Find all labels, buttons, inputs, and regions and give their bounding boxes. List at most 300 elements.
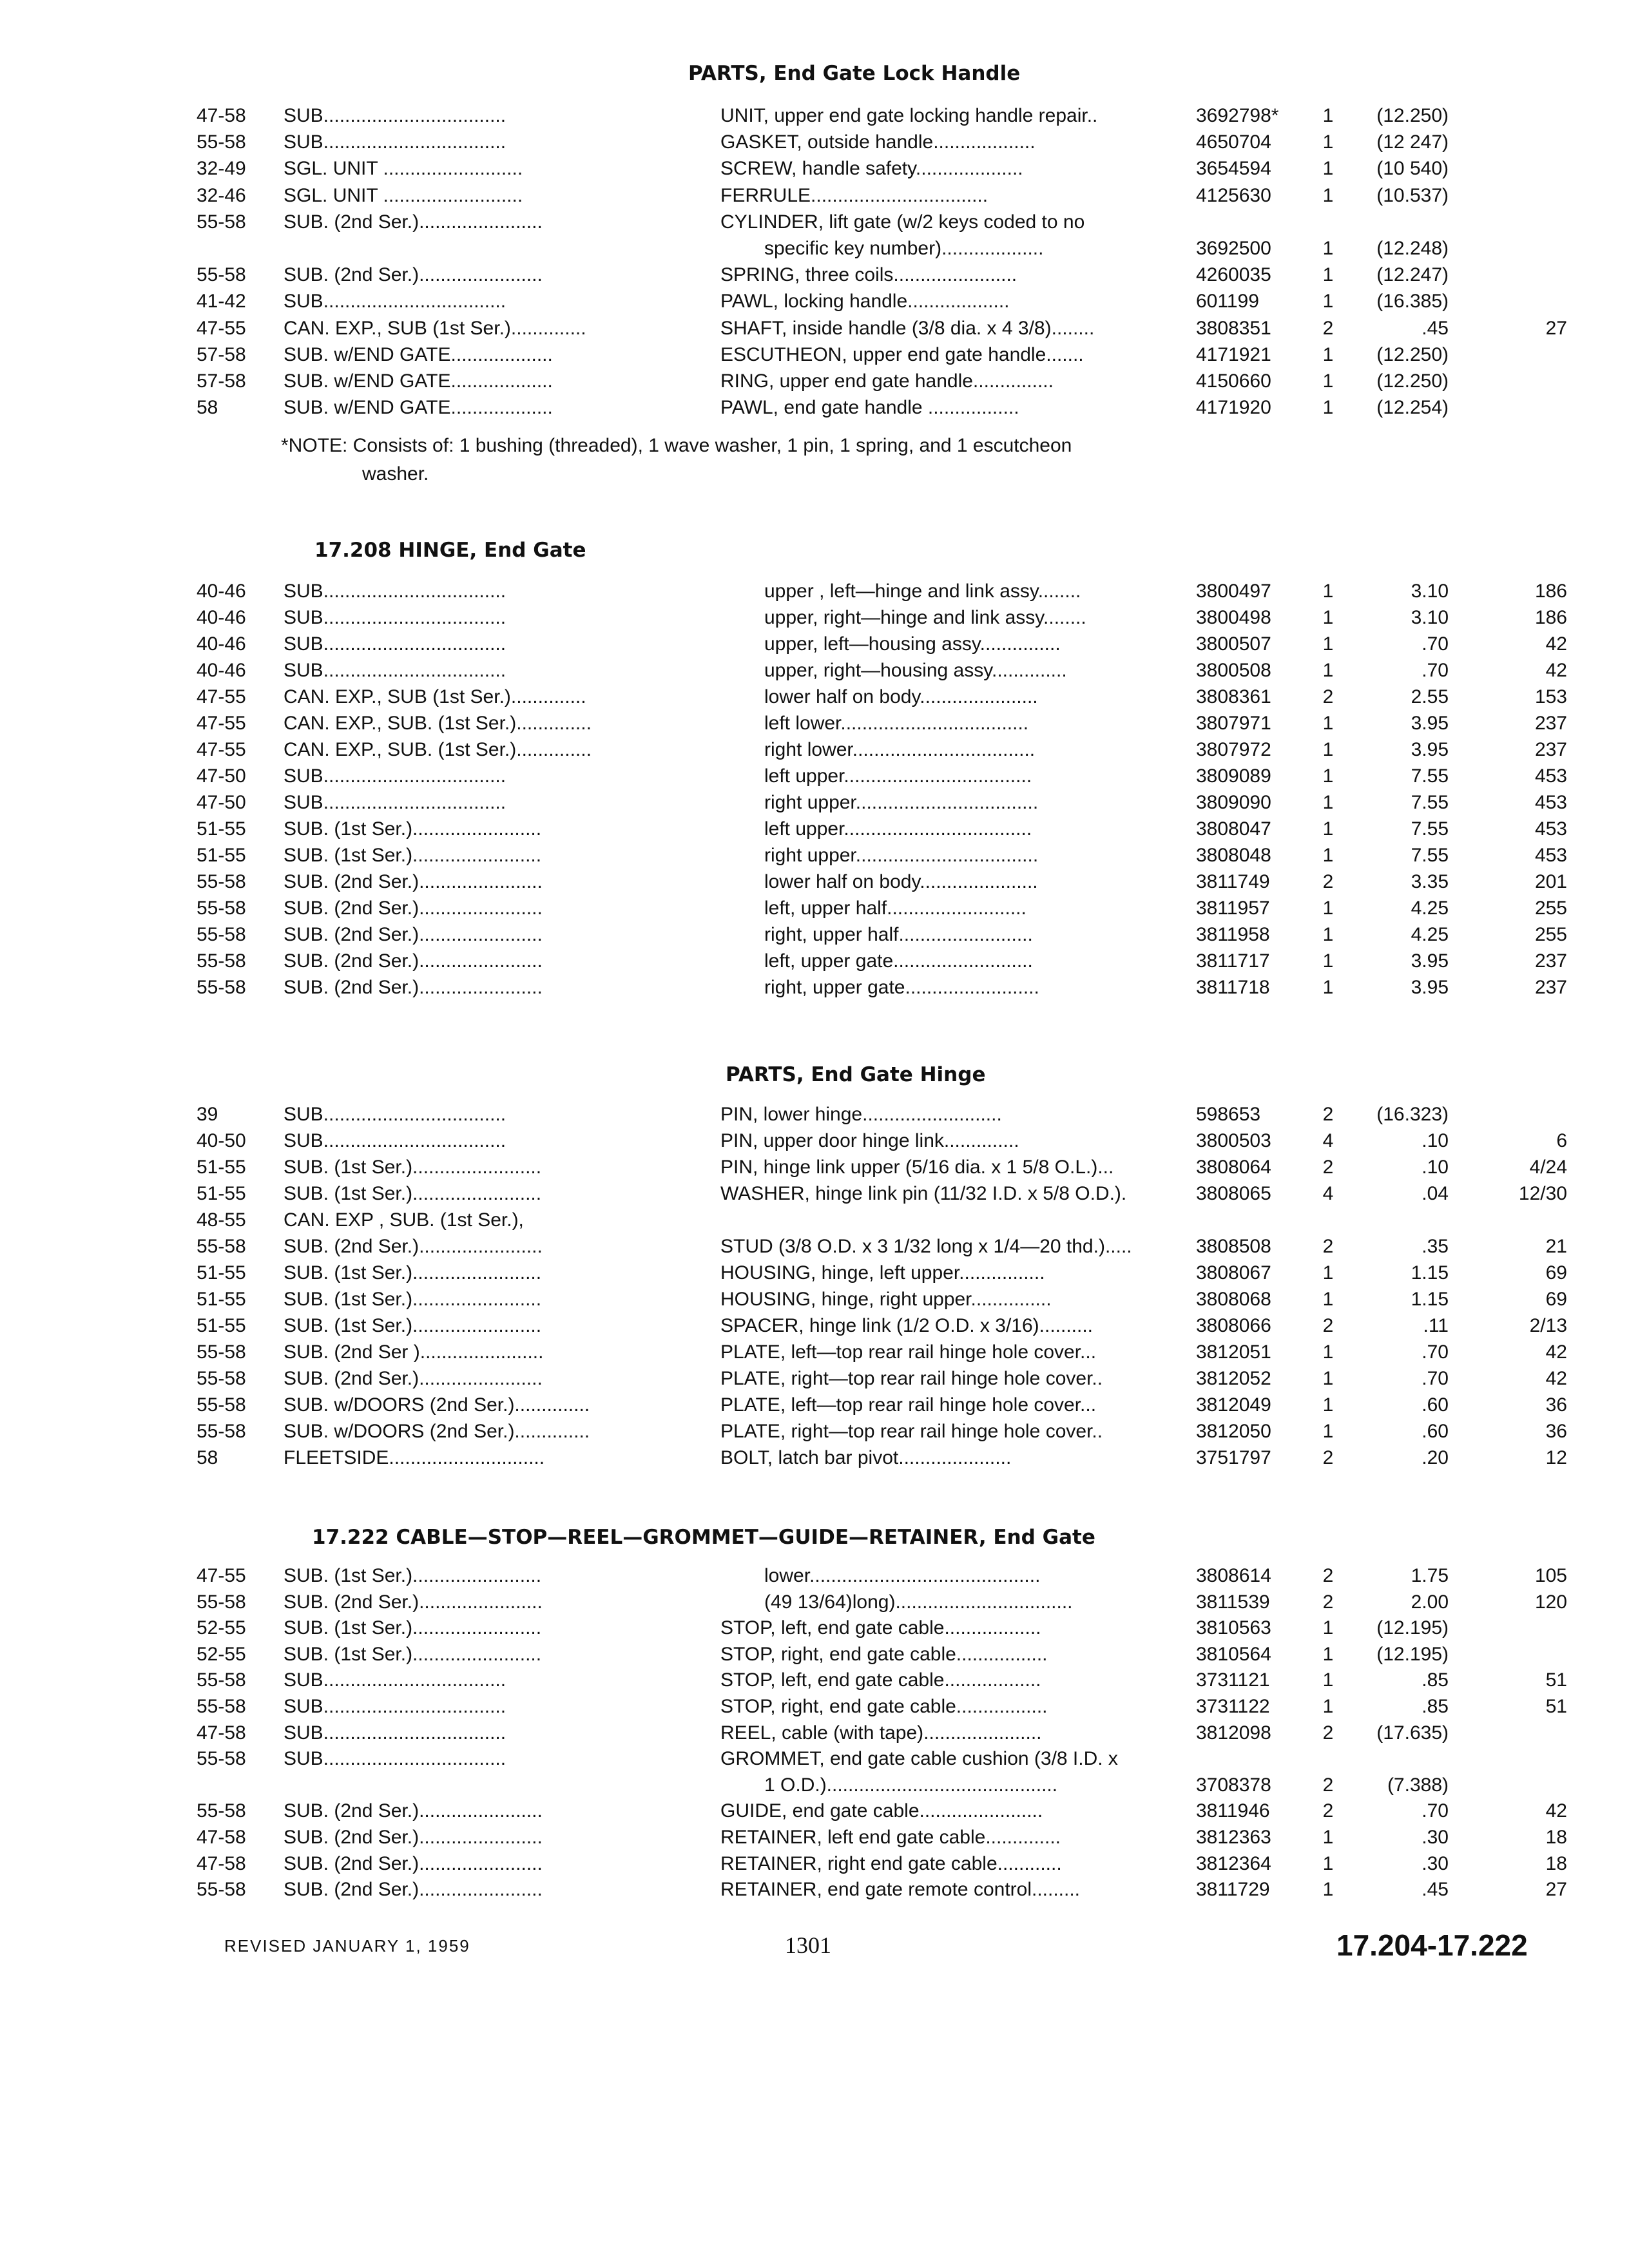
quantity: 1 <box>1322 1394 1334 1416</box>
part-number: 3812052 <box>1196 1368 1271 1389</box>
table-row <box>0 975 1629 1001</box>
part-description: PLATE, right—top rear rail hinge hole cover.. <box>720 1421 1103 1442</box>
part-description: UNIT, upper end gate locking handle repair.. <box>720 105 1098 126</box>
quantity: 1 <box>1322 765 1334 787</box>
part-description: PIN, lower hinge.......................... <box>720 1104 1002 1125</box>
unit-price: .70 <box>1422 1368 1449 1389</box>
table-row <box>0 922 1629 948</box>
model-years: 48-55 <box>197 1209 246 1231</box>
table-row <box>0 1207 1629 1233</box>
table-row <box>0 103 1629 129</box>
extended-price: 255 <box>1534 924 1567 945</box>
table-row <box>0 1313 1629 1339</box>
part-description: right, upper gate......................... <box>764 977 1039 998</box>
part-description: SHAFT, inside handle (3/8 dia. x 4 3/8)........ <box>720 317 1095 339</box>
body-model: SUB.................................. <box>284 1722 506 1744</box>
quantity: 1 <box>1322 131 1334 153</box>
extended-price: 6 <box>1556 1130 1567 1151</box>
body-model: SUB.................................. <box>284 581 506 602</box>
table-row <box>0 1825 1629 1850</box>
part-description: HOUSING, hinge, right upper............... <box>720 1289 1052 1310</box>
unit-price: 7.55 <box>1411 792 1449 813</box>
part-description: SCREW, handle safety.................... <box>720 158 1023 180</box>
unit-price: (16.323) <box>1376 1104 1449 1125</box>
body-model: SUB. (2nd Ser.)....................... <box>284 1591 543 1613</box>
body-model: SUB. (1st Ser.)........................ <box>284 1183 542 1204</box>
model-years: 51-55 <box>197 1183 246 1204</box>
unit-price: (16.385) <box>1376 291 1449 312</box>
unit-price: 1.15 <box>1411 1262 1449 1283</box>
extended-price: 105 <box>1534 1565 1567 1586</box>
table-row <box>0 262 1629 288</box>
body-model: SUB. (2nd Ser.)....................... <box>284 1236 543 1257</box>
table-row <box>0 1720 1629 1746</box>
body-model: SUB.................................. <box>284 1696 506 1717</box>
section-range: 17.204-17.222 <box>1336 1928 1528 1962</box>
body-model: SUB. (2nd Ser.)....................... <box>284 1368 543 1389</box>
part-description: PIN, upper door hinge link.............. <box>720 1130 1019 1151</box>
part-description: right upper.................................. <box>764 792 1039 813</box>
unit-price: .70 <box>1422 633 1449 655</box>
unit-price: (12.250) <box>1376 343 1449 365</box>
part-description: PAWL, end gate handle ................. <box>720 397 1019 419</box>
table-row <box>0 1260 1629 1286</box>
extended-price: 18 <box>1545 1827 1567 1848</box>
table-row <box>0 790 1629 816</box>
model-years: 55-58 <box>197 1236 246 1257</box>
part-description: left upper................................... <box>764 765 1032 787</box>
part-number: 3812051 <box>1196 1341 1271 1363</box>
part-number: 3808064 <box>1196 1157 1271 1178</box>
part-description: PLATE, right—top rear rail hinge hole cover.. <box>720 1368 1103 1389</box>
quantity: 1 <box>1322 1262 1334 1283</box>
table-row <box>0 1102 1629 1128</box>
body-model: SUB.................................. <box>284 1104 506 1125</box>
model-years: 55-58 <box>197 977 246 998</box>
quantity: 2 <box>1322 1800 1334 1822</box>
part-number: 3731122 <box>1196 1696 1270 1717</box>
table-row <box>0 631 1629 657</box>
extended-price: 18 <box>1545 1852 1567 1874</box>
body-model: SUB. (1st Ser.)........................ <box>284 818 542 840</box>
unit-price: 2.00 <box>1411 1591 1449 1613</box>
part-number: 3811718 <box>1196 977 1270 998</box>
body-model: SUB.................................. <box>284 1130 506 1151</box>
model-years: 51-55 <box>197 1289 246 1310</box>
quantity: 1 <box>1322 607 1334 628</box>
model-years: 55-58 <box>197 1591 246 1613</box>
table-row <box>0 711 1629 736</box>
model-years: 55-58 <box>197 1696 246 1717</box>
part-number: 3812363 <box>1196 1827 1271 1848</box>
quantity: 2 <box>1322 1565 1334 1586</box>
quantity: 1 <box>1322 1643 1334 1665</box>
table-row <box>0 130 1629 155</box>
part-description: CYLINDER, lift gate (w/2 keys coded to no <box>720 211 1085 233</box>
body-model: SUB. (1st Ser.)........................ <box>284 1315 542 1336</box>
extended-price: 255 <box>1534 898 1567 919</box>
model-years: 55-58 <box>197 1421 246 1442</box>
body-model: SUB. w/END GATE................... <box>284 397 553 419</box>
unit-price: (10 540) <box>1376 158 1449 180</box>
quantity: 1 <box>1322 633 1334 655</box>
quantity: 1 <box>1322 845 1334 866</box>
table-row <box>0 1287 1629 1312</box>
model-years: 40-46 <box>197 607 246 628</box>
unit-price: 3.95 <box>1411 713 1449 734</box>
model-years: 51-55 <box>197 1157 246 1178</box>
model-years: 55-58 <box>197 264 246 286</box>
model-years: 55-58 <box>197 1368 246 1389</box>
body-model: SGL. UNIT .......................... <box>284 158 523 180</box>
model-years: 40-50 <box>197 1130 246 1151</box>
part-description: 1 O.D.)........................................... <box>764 1774 1058 1796</box>
part-description: left, upper half.......................... <box>764 898 1027 919</box>
table-row <box>0 156 1629 182</box>
part-description: right lower.................................. <box>764 739 1036 760</box>
body-model: SUB. (2nd Ser.)....................... <box>284 1852 543 1874</box>
part-number: 3811946 <box>1196 1800 1270 1822</box>
part-description: FERRULE................................. <box>720 184 988 206</box>
unit-price: 4.25 <box>1411 898 1449 919</box>
unit-price: (10.537) <box>1376 184 1449 206</box>
part-description: lower half on body...................... <box>764 871 1038 892</box>
model-years: 47-55 <box>197 686 246 707</box>
part-number: 3812050 <box>1196 1421 1271 1442</box>
part-number: 3808614 <box>1196 1565 1271 1586</box>
quantity: 1 <box>1322 977 1334 998</box>
model-years: 47-55 <box>197 1565 246 1586</box>
table-row <box>0 395 1629 421</box>
body-model: SUB. w/DOORS (2nd Ser.).............. <box>284 1394 590 1416</box>
table-row <box>0 1181 1629 1207</box>
model-years: 32-49 <box>197 158 246 180</box>
part-number: 3809090 <box>1196 792 1271 813</box>
unit-price: (12.195) <box>1376 1643 1449 1665</box>
table-row <box>0 1642 1629 1667</box>
part-description: REEL, cable (with tape)...................... <box>720 1722 1042 1744</box>
quantity: 1 <box>1322 1879 1334 1901</box>
body-model: SUB. (2nd Ser.)....................... <box>284 977 543 998</box>
part-number: 3811957 <box>1196 898 1270 919</box>
part-description: specific key number)................... <box>764 238 1044 259</box>
quantity: 1 <box>1322 581 1334 602</box>
part-description: upper, left—housing assy............... <box>764 633 1061 655</box>
extended-price: 21 <box>1545 1236 1567 1257</box>
quantity: 4 <box>1322 1130 1334 1151</box>
table-row <box>0 1877 1629 1903</box>
table-row <box>0 816 1629 842</box>
part-number: 3812049 <box>1196 1394 1271 1416</box>
quantity: 2 <box>1322 1104 1334 1125</box>
quantity: 2 <box>1322 1774 1334 1796</box>
part-number: 3811749 <box>1196 871 1270 892</box>
quantity: 2 <box>1322 317 1334 339</box>
body-model: CAN. EXP., SUB. (1st Ser.).............. <box>284 739 592 760</box>
model-years: 47-55 <box>197 739 246 760</box>
table-row <box>0 684 1629 710</box>
quantity: 2 <box>1322 1722 1334 1744</box>
unit-price: 7.55 <box>1411 845 1449 866</box>
part-number: 3808066 <box>1196 1315 1271 1336</box>
table-row <box>0 209 1629 235</box>
part-number: 3812364 <box>1196 1852 1271 1874</box>
model-years: 55-58 <box>197 871 246 892</box>
unit-price: 3.95 <box>1411 977 1449 998</box>
unit-price: (7.388) <box>1387 1774 1449 1796</box>
model-years: 55-58 <box>197 1748 246 1770</box>
body-model: SGL. UNIT .......................... <box>284 184 523 206</box>
table-row <box>0 1340 1629 1365</box>
extended-price: 42 <box>1545 1368 1567 1389</box>
part-number: 3800503 <box>1196 1130 1271 1151</box>
quantity: 1 <box>1322 660 1334 681</box>
body-model: SUB.................................. <box>284 765 506 787</box>
model-years: 55-58 <box>197 211 246 233</box>
unit-price: .60 <box>1422 1394 1449 1416</box>
part-number: 3800498 <box>1196 607 1271 628</box>
unit-price: .70 <box>1422 1800 1449 1822</box>
quantity: 4 <box>1322 1183 1334 1204</box>
table-row <box>0 1366 1629 1392</box>
unit-price: 7.55 <box>1411 818 1449 840</box>
part-description: WASHER, hinge link pin (11/32 I.D. x 5/8 O.D.). <box>720 1183 1127 1204</box>
body-model: SUB.................................. <box>284 633 506 655</box>
quantity: 1 <box>1322 397 1334 419</box>
quantity: 2 <box>1322 1447 1334 1468</box>
body-model: SUB. (2nd Ser.)....................... <box>284 924 543 945</box>
quantity: 1 <box>1322 713 1334 734</box>
part-description: left upper................................... <box>764 818 1032 840</box>
model-years: 47-58 <box>197 1852 246 1874</box>
table-row <box>0 896 1629 921</box>
part-description: ESCUTHEON, upper end gate handle....... <box>720 343 1084 365</box>
quantity: 1 <box>1322 238 1334 259</box>
unit-price: .45 <box>1422 1879 1449 1901</box>
unit-price: .11 <box>1423 1315 1449 1336</box>
body-model: SUB. w/END GATE................... <box>284 343 553 365</box>
table-row <box>0 605 1629 631</box>
part-description: STOP, left, end gate cable.................. <box>720 1617 1041 1639</box>
model-years: 55-58 <box>197 1669 246 1691</box>
model-years: 39 <box>197 1104 218 1125</box>
body-model: CAN. EXP , SUB. (1st Ser.), <box>284 1209 524 1231</box>
quantity: 1 <box>1322 924 1334 945</box>
part-description: PLATE, left—top rear rail hinge hole cover... <box>720 1341 1097 1363</box>
model-years: 47-55 <box>197 317 246 339</box>
extended-price: 42 <box>1545 1341 1567 1363</box>
body-model: SUB. (1st Ser.)........................ <box>284 1157 542 1178</box>
table-row <box>0 236 1629 262</box>
part-number: 3808048 <box>1196 845 1271 866</box>
section-heading-hinge-parts: PARTS, End Gate Hinge <box>726 1063 986 1086</box>
table-row <box>0 1746 1629 1772</box>
part-number: 3808508 <box>1196 1236 1271 1257</box>
unit-price: .45 <box>1422 317 1449 339</box>
extended-price: 2/13 <box>1529 1315 1567 1336</box>
body-model: CAN. EXP., SUB (1st Ser.).............. <box>284 317 586 339</box>
part-number: 4650704 <box>1196 131 1271 153</box>
table-row <box>0 948 1629 974</box>
extended-price: 153 <box>1534 686 1567 707</box>
extended-price: 36 <box>1545 1394 1567 1416</box>
part-number: 3808068 <box>1196 1289 1271 1310</box>
unit-price: .35 <box>1422 1236 1449 1257</box>
extended-price: 120 <box>1534 1591 1567 1613</box>
part-description: GASKET, outside handle................... <box>720 131 1036 153</box>
part-number: 3811729 <box>1196 1879 1270 1901</box>
part-description: RETAINER, left end gate cable.............. <box>720 1827 1061 1848</box>
quantity: 2 <box>1322 1591 1334 1613</box>
unit-price: .10 <box>1422 1130 1449 1151</box>
table-row <box>0 1563 1629 1589</box>
quantity: 2 <box>1322 1236 1334 1257</box>
part-description: PLATE, left—top rear rail hinge hole cover... <box>720 1394 1097 1416</box>
part-description: RING, upper end gate handle............... <box>720 370 1054 392</box>
part-number: 598653 <box>1196 1104 1261 1125</box>
part-description: upper, right—hinge and link assy........ <box>764 607 1086 628</box>
part-number: 3800507 <box>1196 633 1271 655</box>
table-row <box>0 1798 1629 1824</box>
extended-price: 42 <box>1545 660 1567 681</box>
extended-price: 36 <box>1545 1421 1567 1442</box>
unit-price: .60 <box>1422 1421 1449 1442</box>
part-number: 3808351 <box>1196 317 1271 339</box>
quantity: 2 <box>1322 1315 1334 1336</box>
model-years: 40-46 <box>197 581 246 602</box>
part-description: SPACER, hinge link (1/2 O.D. x 3/16).......... <box>720 1315 1093 1336</box>
body-model: FLEETSIDE............................. <box>284 1447 545 1468</box>
unit-price: (12.250) <box>1376 105 1449 126</box>
table-row <box>0 1590 1629 1615</box>
unit-price: 3.10 <box>1411 581 1449 602</box>
part-number: 601199 <box>1196 291 1259 312</box>
body-model: SUB.................................. <box>284 105 506 126</box>
quantity: 1 <box>1322 291 1334 312</box>
unit-price: 3.95 <box>1411 950 1449 972</box>
part-description: GROMMET, end gate cable cushion (3/8 I.D. x <box>720 1748 1118 1770</box>
model-years: 47-58 <box>197 1827 246 1848</box>
note-line: *NOTE: Consists of: 1 bushing (threaded), 1 wave washer, 1 pin, 1 spring, and 1 escutcheon <box>281 435 1072 456</box>
part-number: 3809089 <box>1196 765 1271 787</box>
part-number: 3812098 <box>1196 1722 1271 1744</box>
part-description: GUIDE, end gate cable....................... <box>720 1800 1043 1822</box>
note-line-continued: washer. <box>362 463 429 485</box>
body-model: CAN. EXP., SUB. (1st Ser.).............. <box>284 713 592 734</box>
quantity: 1 <box>1322 739 1334 760</box>
unit-price: (12 247) <box>1376 131 1449 153</box>
extended-price: 51 <box>1545 1696 1567 1717</box>
model-years: 58 <box>197 397 218 419</box>
part-number: 3731121 <box>1196 1669 1270 1691</box>
extended-price: 186 <box>1534 581 1567 602</box>
unit-price: (12.250) <box>1376 370 1449 392</box>
part-description: right upper.................................. <box>764 845 1039 866</box>
unit-price: (12.254) <box>1376 397 1449 419</box>
body-model: SUB.................................. <box>284 1748 506 1770</box>
part-number: 3808361 <box>1196 686 1271 707</box>
part-description: upper , left—hinge and link assy........ <box>764 581 1081 602</box>
unit-price: (12.195) <box>1376 1617 1449 1639</box>
table-row <box>0 764 1629 789</box>
part-description: SPRING, three coils....................... <box>720 264 1017 286</box>
table-row <box>0 369 1629 394</box>
part-number: 4260035 <box>1196 264 1271 286</box>
model-years: 55-58 <box>197 898 246 919</box>
unit-price: .04 <box>1422 1183 1449 1204</box>
model-years: 47-58 <box>197 105 246 126</box>
extended-price: 69 <box>1545 1289 1567 1310</box>
model-years: 51-55 <box>197 1315 246 1336</box>
quantity: 1 <box>1322 184 1334 206</box>
body-model: SUB. (1st Ser.)........................ <box>284 845 542 866</box>
table-row <box>0 1694 1629 1720</box>
quantity: 1 <box>1322 264 1334 286</box>
section-heading-cable: 17.222 CABLE—STOP—REEL—GROMMET—GUIDE—RETAINER, End Gate <box>312 1526 1095 1549</box>
quantity: 1 <box>1322 1421 1334 1442</box>
unit-price: 3.95 <box>1411 739 1449 760</box>
quantity: 1 <box>1322 105 1334 126</box>
table-row <box>0 737 1629 763</box>
table-row <box>0 183 1629 209</box>
model-years: 47-50 <box>197 765 246 787</box>
table-row <box>0 1667 1629 1693</box>
revision-date: REVISED JANUARY 1, 1959 <box>224 1936 470 1956</box>
unit-price: .30 <box>1422 1852 1449 1874</box>
table-row <box>0 1234 1629 1260</box>
extended-price: 237 <box>1534 977 1567 998</box>
quantity: 2 <box>1322 686 1334 707</box>
part-number: 4125630 <box>1196 184 1271 206</box>
model-years: 47-58 <box>197 1722 246 1744</box>
part-description: right, upper half......................... <box>764 924 1033 945</box>
quantity: 1 <box>1322 898 1334 919</box>
unit-price: .70 <box>1422 1341 1449 1363</box>
unit-price: .85 <box>1422 1696 1449 1717</box>
extended-price: 12/30 <box>1518 1183 1567 1204</box>
quantity: 1 <box>1322 1852 1334 1874</box>
unit-price: 3.10 <box>1411 607 1449 628</box>
extended-price: 4/24 <box>1529 1157 1567 1178</box>
part-number: 4150660 <box>1196 370 1271 392</box>
part-number: 3654594 <box>1196 158 1271 180</box>
body-model: SUB.................................. <box>284 607 506 628</box>
quantity: 1 <box>1322 1827 1334 1848</box>
extended-price: 42 <box>1545 633 1567 655</box>
part-description: RETAINER, right end gate cable............ <box>720 1852 1062 1874</box>
part-number: 3751797 <box>1196 1447 1271 1468</box>
part-number: 3807971 <box>1196 713 1271 734</box>
model-years: 57-58 <box>197 343 246 365</box>
extended-price: 453 <box>1534 818 1567 840</box>
unit-price: 1.75 <box>1411 1565 1449 1586</box>
extended-price: 453 <box>1534 845 1567 866</box>
model-years: 51-55 <box>197 818 246 840</box>
quantity: 1 <box>1322 950 1334 972</box>
model-years: 58 <box>197 1447 218 1468</box>
part-description: STOP, left, end gate cable.................. <box>720 1669 1041 1691</box>
quantity: 1 <box>1322 1617 1334 1639</box>
part-description: STOP, right, end gate cable................. <box>720 1696 1048 1717</box>
extended-price: 453 <box>1534 792 1567 813</box>
unit-price: .70 <box>1422 660 1449 681</box>
model-years: 55-58 <box>197 1800 246 1822</box>
unit-price: (12.247) <box>1376 264 1449 286</box>
model-years: 51-55 <box>197 845 246 866</box>
model-years: 47-55 <box>197 713 246 734</box>
part-number: 4171921 <box>1196 343 1271 365</box>
table-row <box>0 342 1629 368</box>
